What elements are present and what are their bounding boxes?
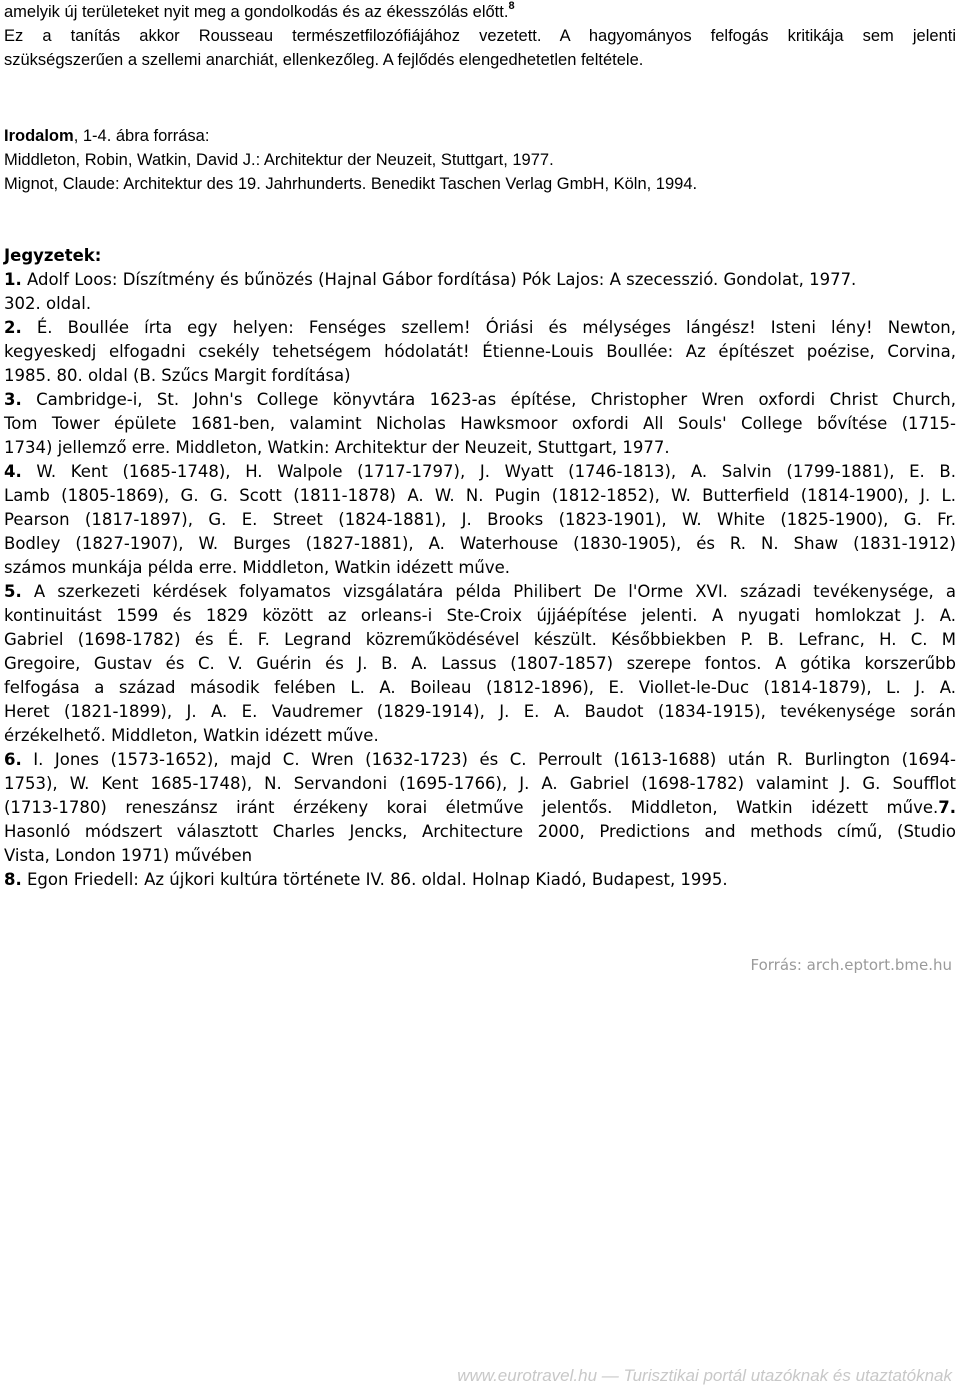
note-3-cont: 1734) jellemző erre. Middleton, Watkin: Architektur der Neuzeit, Stuttgart, 1977. bbox=[4, 438, 670, 457]
note-2-cont: 1985. 80. oldal (B. Szűcs Margit fordítása) bbox=[4, 366, 351, 385]
footnote-ref-8: 8 bbox=[508, 0, 515, 12]
note-2-cont: kegyeskedj elfogadni csekély tehetségem hódolatát! Étienne-Louis Boullée: Az építészet poézise, Corvina, bbox=[4, 342, 956, 361]
note-1: 1. Adolf Loos: Díszítmény és bűnözés (Hajnal Gábor fordítása) Pók Lajos: A szecesszió. Gondolat, 1977. bbox=[4, 270, 857, 289]
note-4: 4. W. Kent (1685-1748), H. Walpole (1717-1797), J. Wyatt (1746-1813), A. Salvin (1799-1881), E. B. bbox=[4, 462, 956, 481]
references-section bbox=[4, 124, 956, 196]
note-5-cont: érzékelhető. Middleton, Watkin idézett műve. bbox=[4, 726, 379, 745]
note-5-cont: Gabriel (1698-1782) és É. F. Legrand közreműködésével készült. Későbbiekben P. B. Lefranc, H. C. M bbox=[4, 630, 956, 649]
note-6-cont: 1753), W. Kent 1685-1748), N. Servandoni (1695-1766), J. A. Gabriel (1698-1782) valamint J. G. Soufflot bbox=[4, 774, 956, 793]
source-credit: Forrás: arch.eptort.bme.hu bbox=[750, 956, 952, 974]
note-6: 6. I. Jones (1573-1652), majd C. Wren (1632-1723) és C. Perroult (1613-1688) után R. Burlington (1694- bbox=[4, 750, 956, 769]
note-5-cont: felfogása a század második felében L. A. Boileau (1812-1896), E. Viollet-le-Duc (1814-1879), L. J. A. bbox=[4, 678, 956, 697]
note-4-cont: számos munkája példa erre. Middleton, Watkin idézett műve. bbox=[4, 558, 511, 577]
intro-line: amelyik új területeket nyit meg a gondolkodás és az ékesszólás előtt.$^8$ bbox=[4, 0, 515, 21]
note-5: 5. A szerkezeti kérdések folyamatos vizsgálatára példa Philibert De l'Orme XVI. századi tevékenysége, a bbox=[4, 582, 956, 601]
note-4-cont: Pearson (1817-1897), G. E. Street (1824-1881), J. Brooks (1823-1901), W. White (1825-1900), G. Fr. bbox=[4, 510, 956, 529]
note-7-cont: Vista, London 1971) művében bbox=[4, 846, 253, 865]
note-5-cont: Gregoire, Gustav és C. V. Guérin és J. B. A. Lassus (1807-1857) szerepe fontos. A gótika korszerűbb bbox=[4, 654, 956, 673]
note-6-cont: (1713-1780) reneszánsz iránt érzékeny korai életműve jelentős. Middleton, Watkin idézett műve.7. bbox=[4, 798, 956, 817]
note-4-cont: Lamb (1805-1869), G. G. Scott (1811-1878) A. W. N. Pugin (1812-1852), W. Butterfield (1814-1900), J. L. bbox=[4, 486, 956, 505]
note-5-cont: kontinuitást 1599 és 1829 között az orleans-i Ste-Croix újjáépítése jelenti. A nyugati homlokzat J. A. bbox=[4, 606, 956, 625]
notes-heading: Jegyzetek: bbox=[4, 246, 102, 265]
intro-paragraph bbox=[4, 0, 956, 72]
intro-line: szükségszerűen a szellemi anarchiát, ellenkezőleg. A fejlődés elengedhetetlen feltétele. bbox=[4, 51, 644, 69]
note-5-cont: Heret (1821-1899), J. A. E. Vaudremer (1829-1914), J. E. A. Baudot (1834-1915), tevékenysége során bbox=[4, 702, 956, 721]
note-4-cont: Bodley (1827-1907), W. Burges (1827-1881), A. Waterhouse (1830-1905), és R. N. Shaw (1831-1912) bbox=[4, 534, 956, 553]
note-7: Hasonló módszert választott Charles Jencks, Architecture 2000, Predictions and methods című, (Studio bbox=[4, 822, 956, 841]
note-7-number: 7. bbox=[938, 798, 956, 817]
intro-line: Ez a tanítás akkor Rousseau természetfilozófiájához vezetett. A hagyományos felfogás kritikája sem jelenti bbox=[4, 27, 956, 45]
note-8: 8. Egon Friedell: Az újkori kultúra története IV. 86. oldal. Holnap Kiadó, Budapest, 1995. bbox=[4, 870, 728, 889]
references-heading: Irodalom, 1-4. ábra forrása: bbox=[4, 127, 210, 145]
reference-item: Mignot, Claude: Architektur des 19. Jahrhunderts. Benedikt Taschen Verlag GmbH, Köln, 1994. bbox=[4, 175, 698, 193]
note-1-cont: 302. oldal. bbox=[4, 294, 92, 313]
footer-watermark: www.eurotravel.hu — Turisztikai portál utazóknak és utaztatóknak bbox=[457, 1366, 952, 1385]
reference-item: Middleton, Robin, Watkin, David J.: Architektur der Neuzeit, Stuttgart, 1977. bbox=[4, 151, 554, 169]
notes-section bbox=[4, 244, 956, 892]
note-3-cont: Tom Tower épülete 1681-ben, valamint Nicholas Hawksmoor oxfordi All Souls' College bővítése (1715- bbox=[4, 414, 956, 433]
note-2: 2. É. Boullée írta egy helyen: Fenséges szellem! Óriási és mélységes lángész! Isteni lény! Newton, bbox=[4, 318, 956, 337]
note-3: 3. Cambridge-i, St. John's College könyvtára 1623-as építése, Christopher Wren oxfordi Christ Church, bbox=[4, 390, 956, 409]
